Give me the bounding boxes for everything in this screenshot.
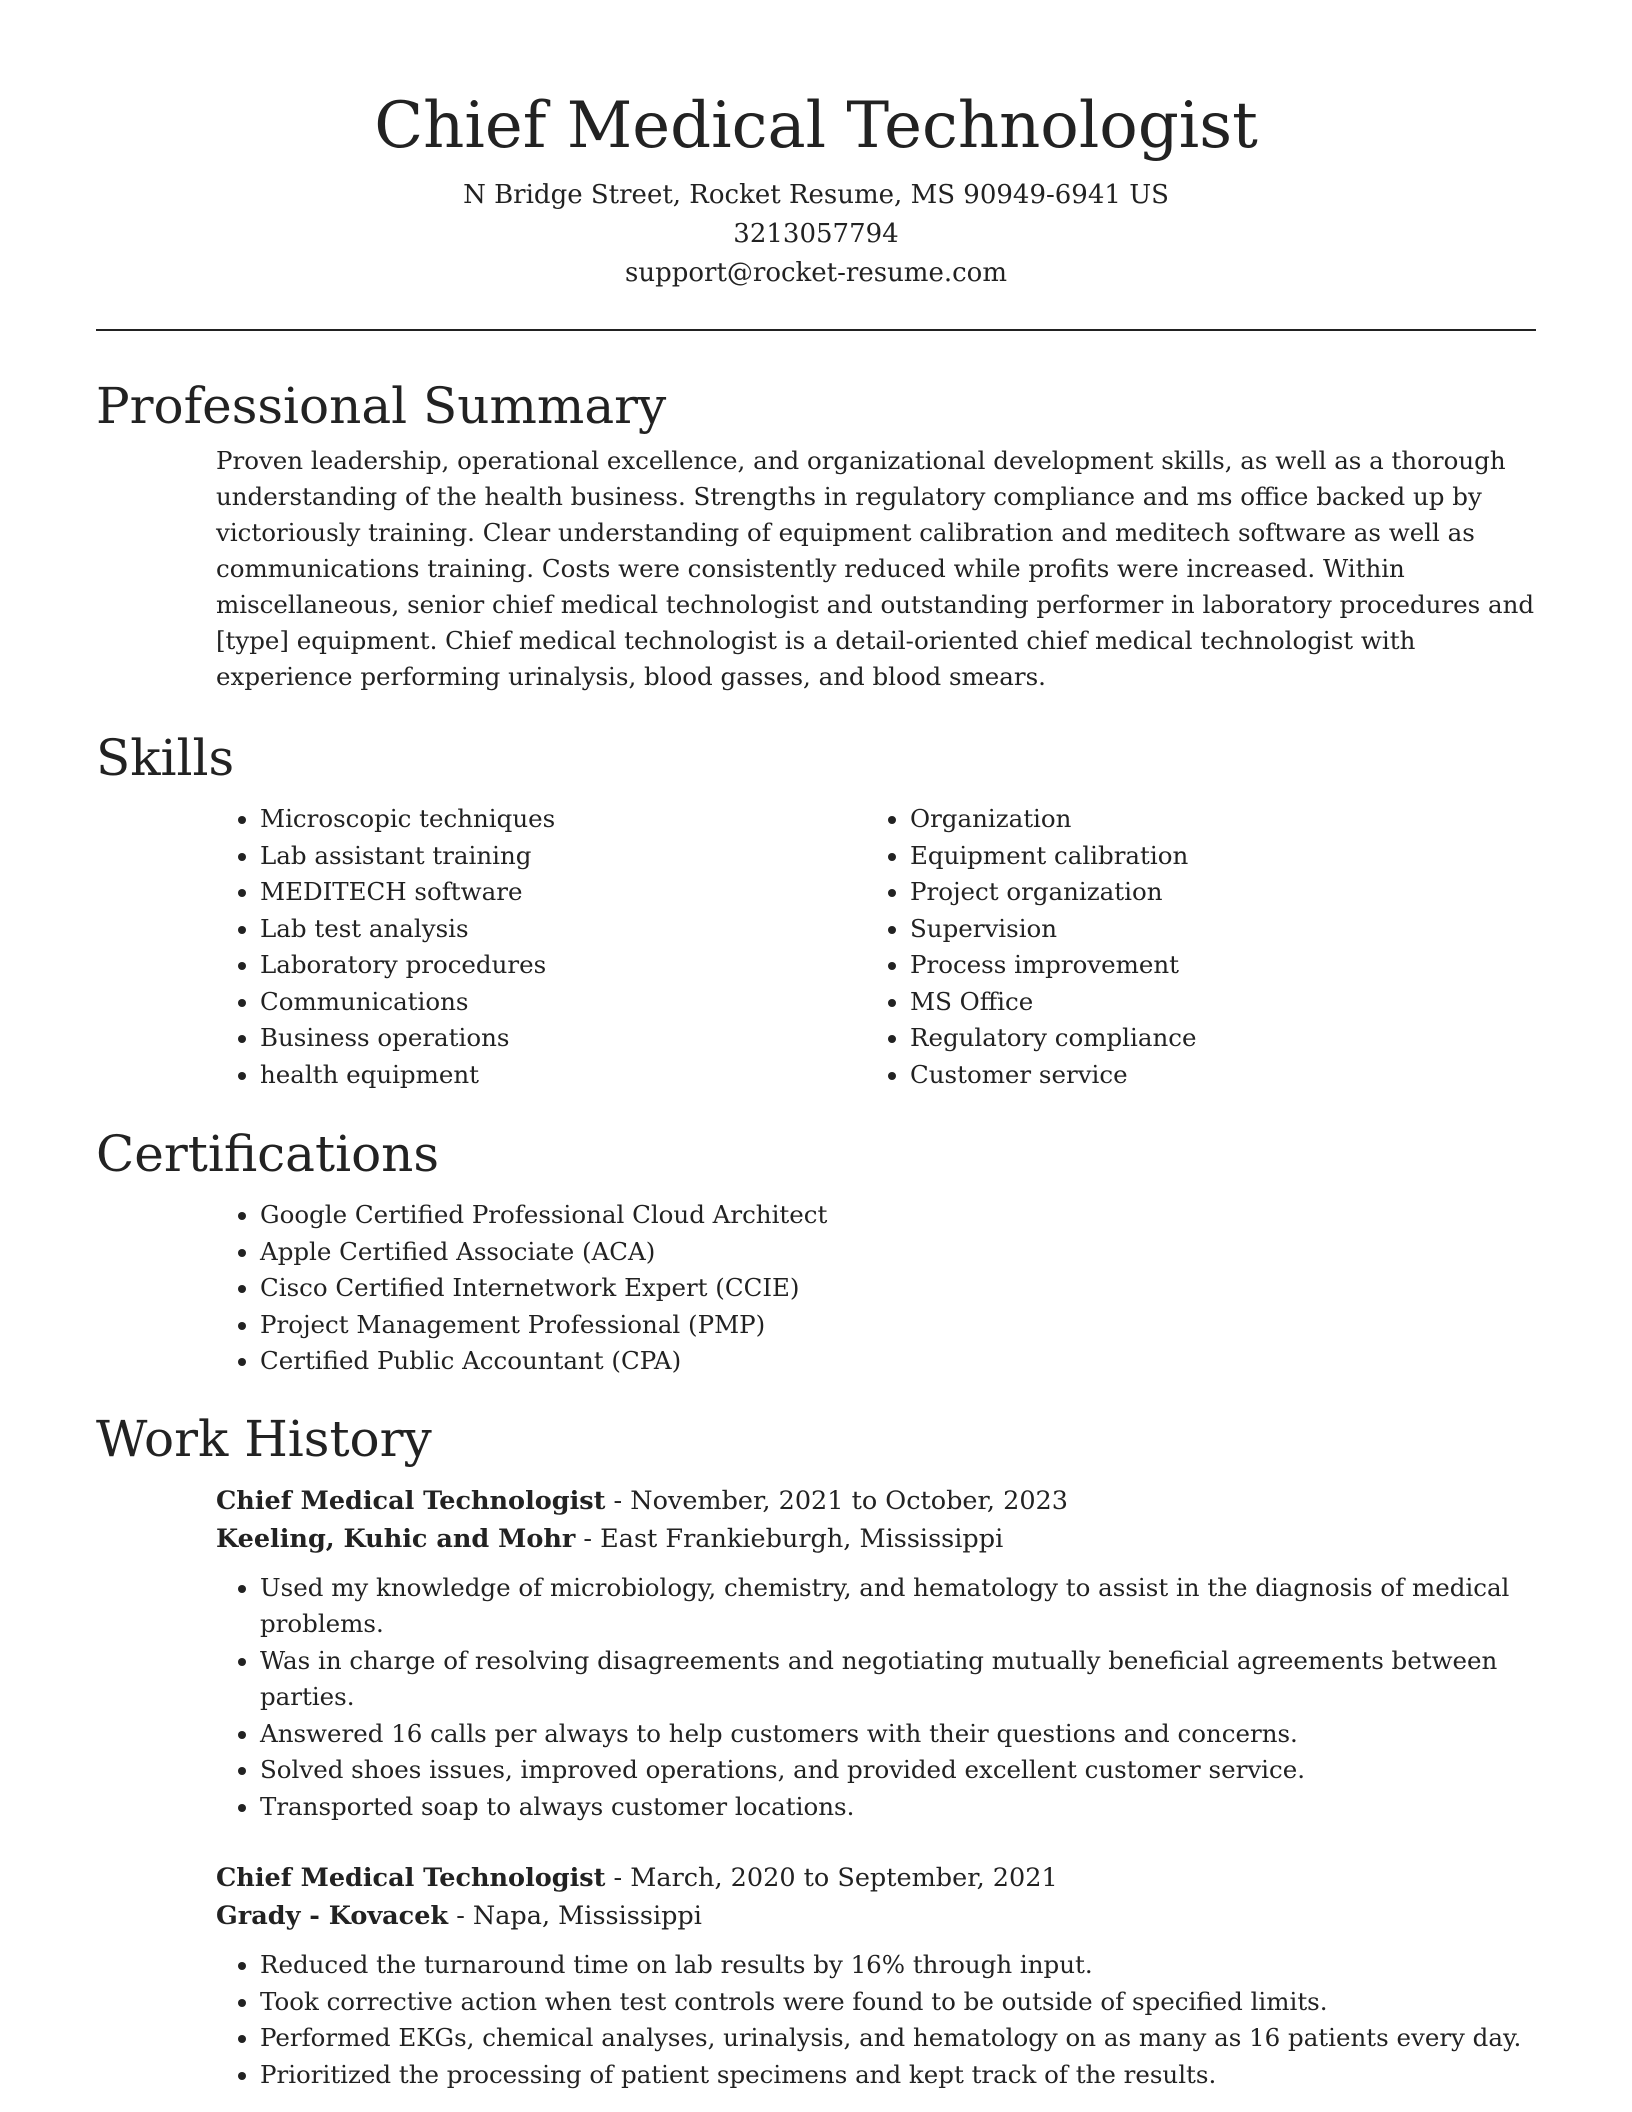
separator: - bbox=[605, 1863, 631, 1893]
skills-column-right bbox=[866, 801, 1516, 1093]
resume-header bbox=[96, 0, 1536, 293]
work-history-heading: Work History bbox=[96, 1409, 432, 1468]
job-bullet: • Took corrective action when test controls were found to be outside of specified limits. bbox=[260, 1984, 1536, 2021]
job-bullet: • Answered 16 calls per always to help customers with their questions and concerns. bbox=[260, 1716, 1536, 1753]
skills-heading: Skills bbox=[96, 729, 235, 787]
work-history-body bbox=[216, 1482, 1536, 2094]
skill-item: • Regulatory compliance bbox=[910, 1020, 1516, 1057]
section-summary bbox=[96, 373, 1536, 695]
job-company-line bbox=[216, 1520, 1536, 1558]
certification-item: • Apple Certified Associate (ACA) bbox=[260, 1234, 1536, 1271]
skill-item: • Project organization bbox=[910, 874, 1516, 911]
header-divider bbox=[96, 329, 1536, 331]
phone: 3213057794 bbox=[733, 219, 899, 249]
job-bullet: • Was in charge of resolving disagreements and negotiating mutually beneficial agreements between parties. bbox=[260, 1643, 1536, 1716]
summary-heading: Professional Summary bbox=[96, 377, 667, 435]
summary-text: Proven leadership, operational excellence, and organizational development skills, as well as a thorough understanding of the health business. Strengths in regulatory compliance and ms office backed up by victoriously training. Clear understanding of equipment calibration and meditech software as well as communications training. Costs were consistently reduced while profits were increased. Within miscellaneous, senior chief medical technologist and outstanding performer in laboratory procedures and [type] equipment. Chief medical technologist is a detail-oriented chief medical technologist with experience performing urinalysis, blood gasses, and blood smears. bbox=[216, 446, 1535, 691]
address: N Bridge Street, Rocket Resume, MS 90949-6941 US bbox=[463, 180, 1169, 210]
job-bullet: • Solved shoes issues, improved operations, and provided excellent customer service. bbox=[260, 1752, 1536, 1789]
separator: - bbox=[605, 1485, 631, 1516]
skill-item: • Organization bbox=[910, 801, 1516, 838]
job-title-line bbox=[216, 1482, 1536, 1520]
job-company: Keeling, Kuhic and Mohr bbox=[216, 1523, 576, 1554]
skills-grid bbox=[216, 801, 1536, 1093]
email: support@rocket-resume.com bbox=[624, 258, 1007, 288]
skill-item: • Equipment calibration bbox=[910, 838, 1516, 875]
skill-item: • Business operations bbox=[260, 1020, 866, 1057]
job-title-line bbox=[216, 1859, 1536, 1897]
certifications-body bbox=[216, 1197, 1536, 1380]
job-role: Chief Medical Technologist bbox=[216, 1485, 606, 1516]
certification-item: • Certified Public Accountant (CPA) bbox=[260, 1343, 1536, 1380]
job-location: Napa, Mississippi bbox=[472, 1901, 702, 1931]
job-role: Chief Medical Technologist bbox=[216, 1863, 606, 1893]
contact-info bbox=[96, 176, 1536, 293]
candidate-name: Chief Medical Technologist bbox=[374, 89, 1258, 163]
skills-list-right bbox=[866, 801, 1516, 1093]
certification-item: • Project Management Professional (PMP) bbox=[260, 1307, 1536, 1344]
job-bullets bbox=[216, 1947, 1536, 2093]
summary-body bbox=[216, 443, 1536, 695]
job-entry bbox=[216, 1859, 1536, 2093]
resume-page bbox=[96, 0, 1536, 2093]
skill-item: • MS Office bbox=[910, 984, 1516, 1021]
skill-item: • Lab test analysis bbox=[260, 911, 866, 948]
job-bullet: • Transported soap to always customer locations. bbox=[260, 1789, 1536, 1826]
skill-item: • Microscopic techniques bbox=[260, 801, 866, 838]
job-entry bbox=[216, 1482, 1536, 1826]
certification-item: • Cisco Certified Internetwork Expert (CCIE) bbox=[260, 1270, 1536, 1307]
skill-item: • health equipment bbox=[260, 1057, 866, 1094]
certification-item: • Google Certified Professional Cloud Architect bbox=[260, 1197, 1536, 1234]
skill-item: • MEDITECH software bbox=[260, 874, 866, 911]
skill-item: • Laboratory procedures bbox=[260, 947, 866, 984]
job-bullet: • Used my knowledge of microbiology, chemistry, and hematology to assist in the diagnosis of medical problems. bbox=[260, 1570, 1536, 1643]
skills-column-left bbox=[216, 801, 866, 1093]
job-dates: March, 2020 to September, 2021 bbox=[630, 1863, 1058, 1893]
separator: - bbox=[448, 1901, 473, 1931]
job-bullet: • Prioritized the processing of patient specimens and kept track of the results. bbox=[260, 2057, 1536, 2094]
job-location: East Frankieburgh, Mississippi bbox=[600, 1523, 1004, 1554]
section-work-history bbox=[96, 1406, 1536, 2094]
certifications-list bbox=[216, 1197, 1536, 1380]
skill-item: • Customer service bbox=[910, 1057, 1516, 1094]
job-company-line bbox=[216, 1897, 1536, 1935]
skill-item: • Lab assistant training bbox=[260, 838, 866, 875]
job-bullet: • Reduced the turnaround time on lab results by 16% through input. bbox=[260, 1947, 1536, 1984]
skill-item: • Communications bbox=[260, 984, 866, 1021]
job-company: Grady - Kovacek bbox=[216, 1901, 449, 1931]
job-dates: November, 2021 to October, 2023 bbox=[630, 1485, 1069, 1516]
skill-item: • Process improvement bbox=[910, 947, 1516, 984]
section-skills bbox=[96, 725, 1536, 1093]
job-bullets bbox=[216, 1570, 1536, 1826]
skill-item: • Supervision bbox=[910, 911, 1516, 948]
job-bullet: • Performed EKGs, chemical analyses, urinalysis, and hematology on as many as 16 patients every day. bbox=[260, 2020, 1536, 2057]
section-certifications bbox=[96, 1121, 1536, 1380]
certifications-heading: Certifications bbox=[96, 1125, 440, 1183]
separator: - bbox=[575, 1523, 601, 1554]
skills-list-left bbox=[216, 801, 866, 1093]
